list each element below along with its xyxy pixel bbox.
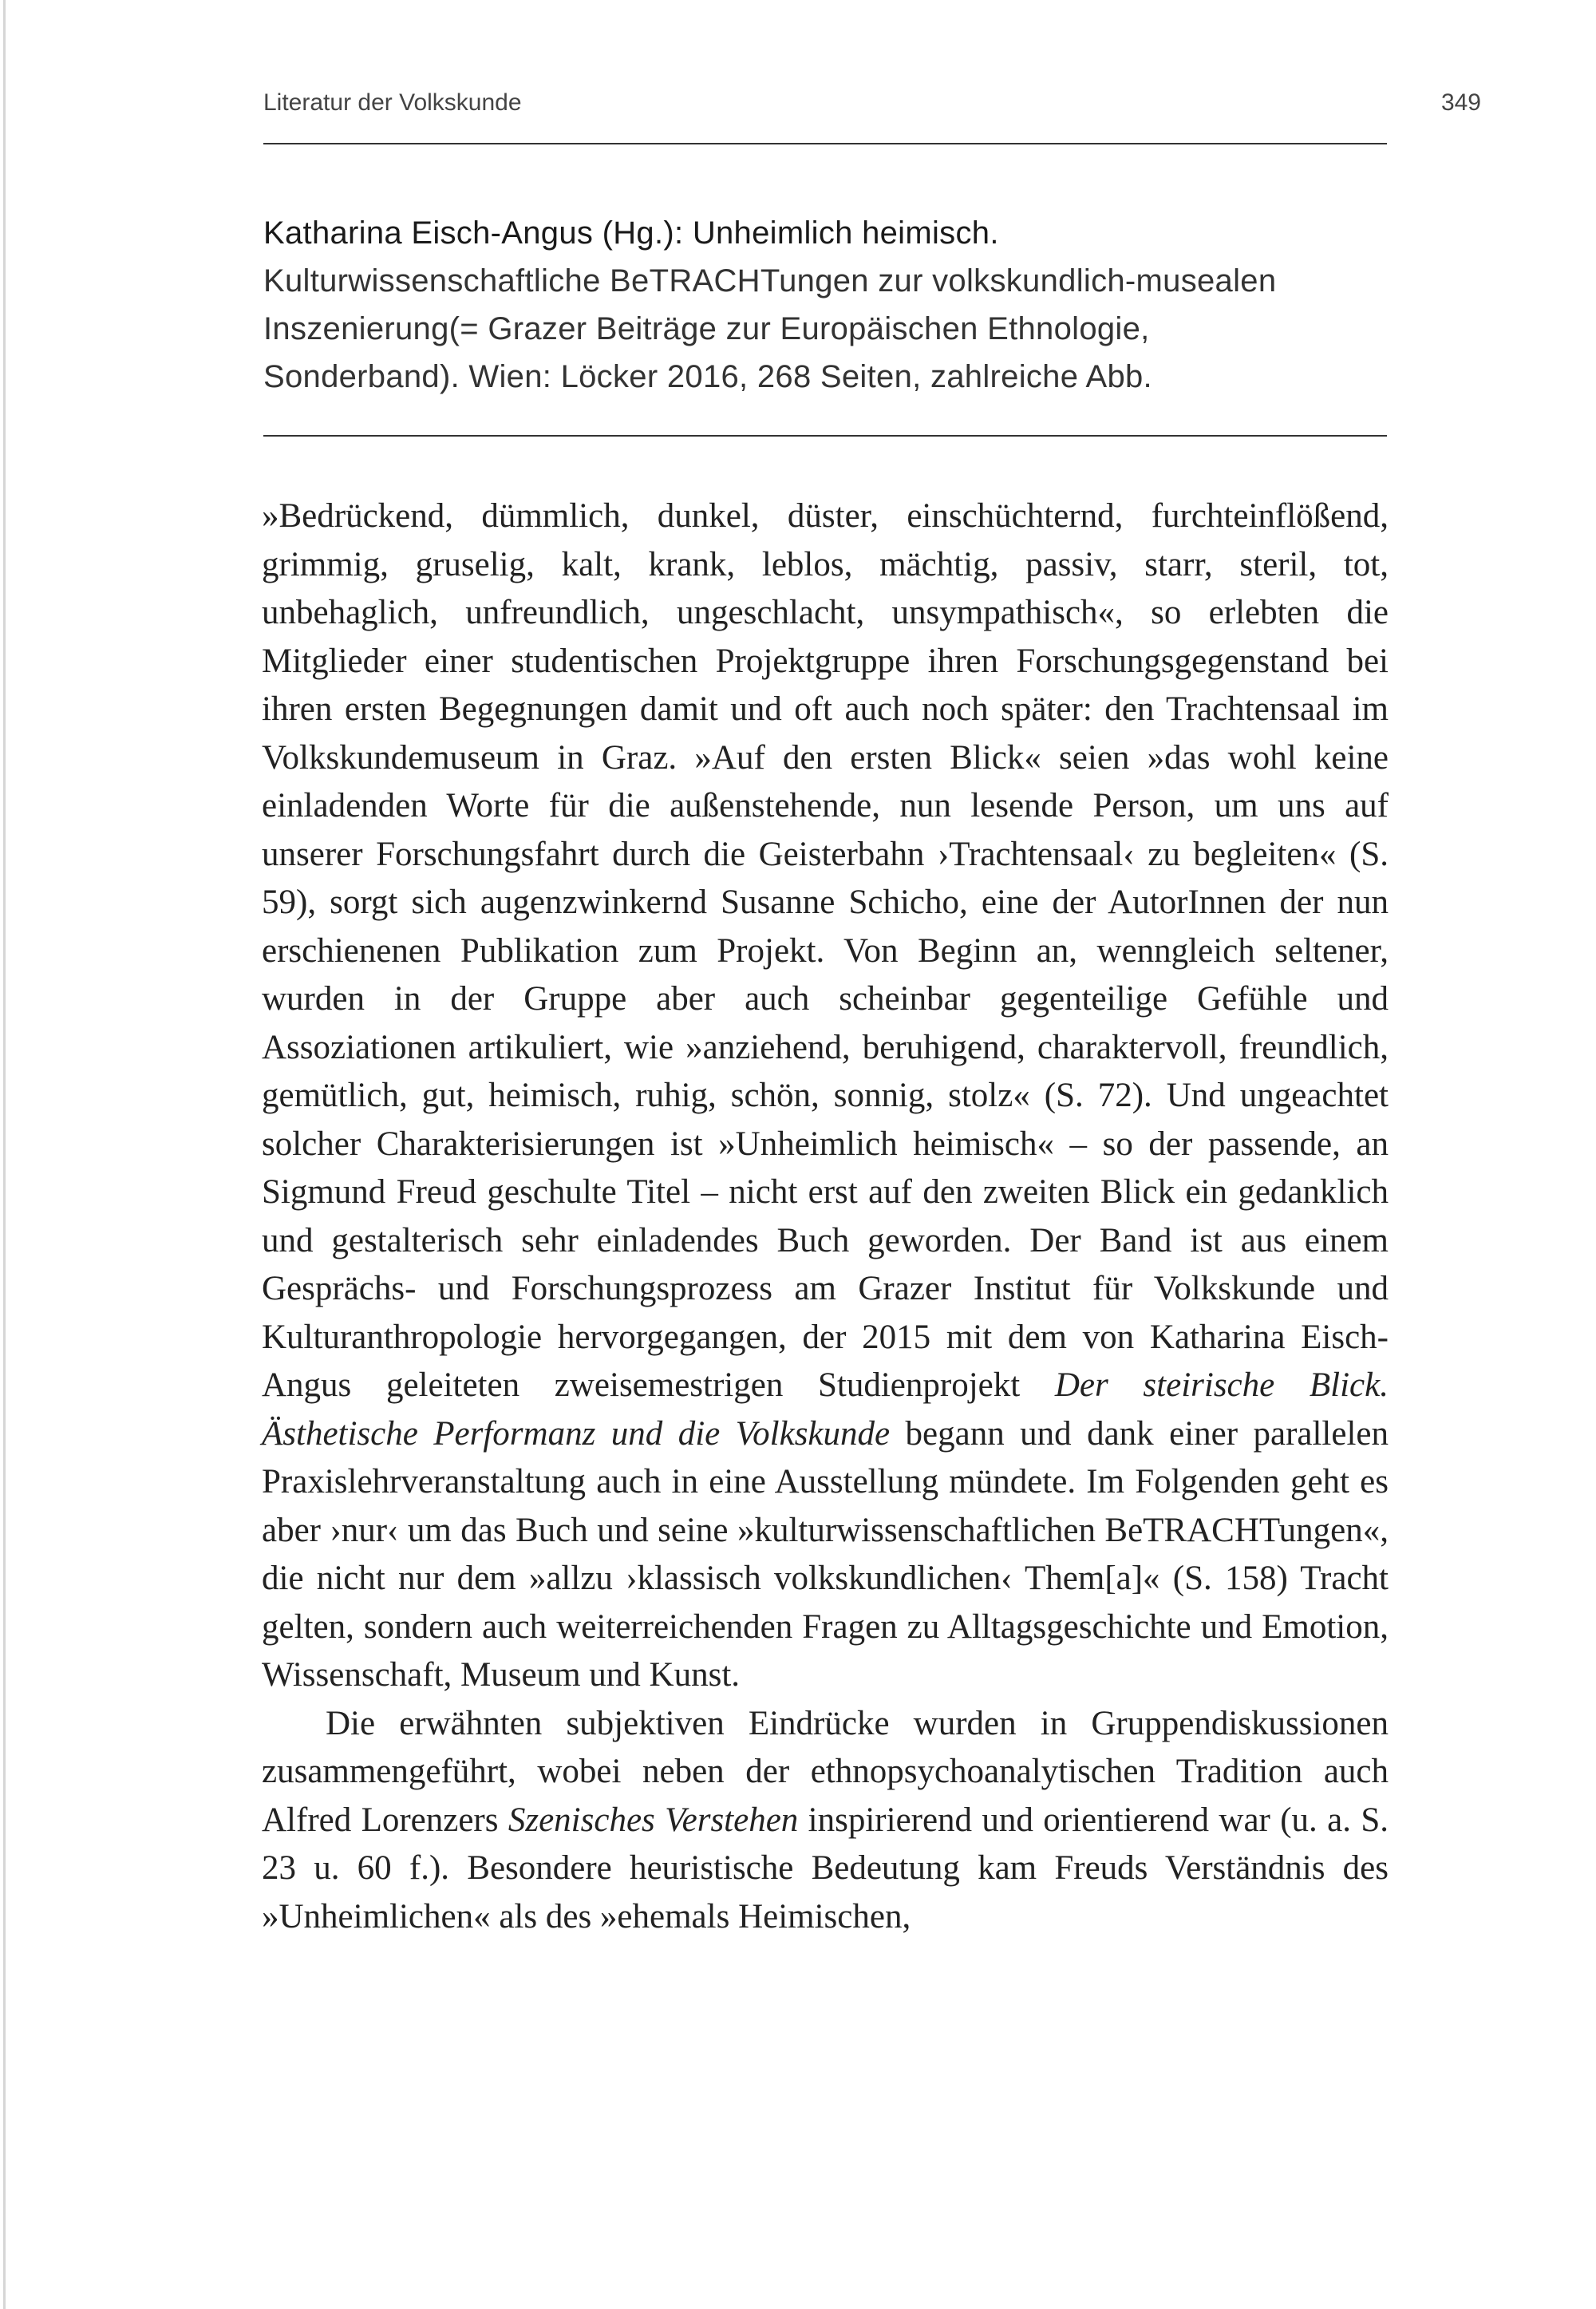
page-number: 349 <box>1440 89 1481 116</box>
paragraph-2-text-b: inspirierend und orientierend war (u. a. S. 23 u. 60 f.). Besondere heuristische Bedeutung kam Freuds Verständnis des »Unheimlichen« als des »ehemals Heimischen, <box>262 1801 1389 1935</box>
running-header <box>263 89 1481 121</box>
paragraph-2 <box>262 1700 1389 1942</box>
citation-line-3: Inszenierung(= Grazer Beiträge zur Europäischen Ethnologie, <box>263 311 1150 346</box>
paragraph-2-text-a: Die erwähnten subjektiven Eindrücke wurden in Gruppendiskussionen zusammengeführt, wobei neben der ethnopsychoanalytischen Tradition auch Alfred Lorenzers <box>262 1704 1389 1839</box>
citation-title-line: Katharina Eisch-Angus (Hg.): Unheimlich heimisch. <box>263 215 999 251</box>
page-edge-line <box>3 0 6 2309</box>
paragraph-2-italic-term: Szenisches Verstehen <box>508 1801 799 1839</box>
paragraph-1-italic-title: Der steirische Blick. Ästhetische Performanz und die Volkskunde <box>262 1366 1389 1453</box>
paragraph-1-text-a: »Bedrückend, dümmlich, dunkel, düster, einschüchternd, furchteinflößend, grimmig, gruselig, kalt, krank, leblos, mächtig, passiv, starr, steril, tot, unbehaglich, unfreundlich, ungeschlacht, unsympathisch«, so erlebten die Mitglieder einer studentischen Projektgruppe ihren Forschungsgegenstand bei ihren ersten Begegnungen damit und oft auch noch später: den Trachtensaal im Volkskundemuseum in Graz. »Auf den ersten Blick« seien »das wohl keine einladenden Worte für die außenstehende, nun lesende Person, um uns auf unserer Forschungsfahrt durch die Geisterbahn ›Trachtensaal‹ zu begleiten« (S. 59), sorgt sich augenzwinkernd Susanne Schicho, eine der AutorInnen der nun erschienenen Publikation zum Projekt. Von Beginn an, wenngleich seltener, wurden in der Gruppe aber auch scheinbar gegenteilige Gefühle und Assoziationen artikuliert, wie »anziehend, beruhigend, charaktervoll, freundlich, gemütlich, gut, heimisch, ruhig, schön, sonnig, stolz« (S. 72). Und ungeachtet solcher Charakterisierungen ist »Unheimlich heimisch« – so der passende, an Sigmund Freud geschulte Titel – nicht erst auf den zweiten Blick ein gedanklich und gestalterisch sehr einladendes Buch geworden. Der Band ist aus einem Gesprächs- und Forschungsprozess am Grazer Institut für Volkskunde und Kulturanthropologie hervorgegangen, der 2015 mit dem von Katharina Eisch-Angus geleiteten zweisemestrigen Studienprojekt <box>262 497 1389 1404</box>
header-divider <box>263 143 1387 144</box>
review-body <box>262 492 1389 1941</box>
running-title: Literatur der Volkskunde <box>263 89 522 116</box>
paragraph-1-text-b: begann und dank einer parallelen Praxislehrveranstaltung auch in eine Ausstellung mündete. Im Folgenden geht es aber ›nur‹ um das Buch und seine »kulturwissenschaftlichen BeTRACHTungen«, die nicht nur dem »allzu ›klassisch volkskundlichen‹ Them[a]« (S. 158) Tracht gelten, sondern auch weiterreichenden Fragen zu Alltagsgeschichte und Emotion, Wissenschaft, Museum und Kunst. <box>262 1414 1389 1694</box>
paragraph-1 <box>262 492 1389 1700</box>
review-citation <box>263 209 1396 401</box>
citation-line-4: Sonderband). Wien: Löcker 2016, 268 Seiten, zahlreiche Abb. <box>263 359 1152 394</box>
citation-line-2: Kulturwissenschaftliche BeTRACHTungen zur volkskundlich-musealen <box>263 263 1277 299</box>
citation-divider <box>263 435 1387 437</box>
